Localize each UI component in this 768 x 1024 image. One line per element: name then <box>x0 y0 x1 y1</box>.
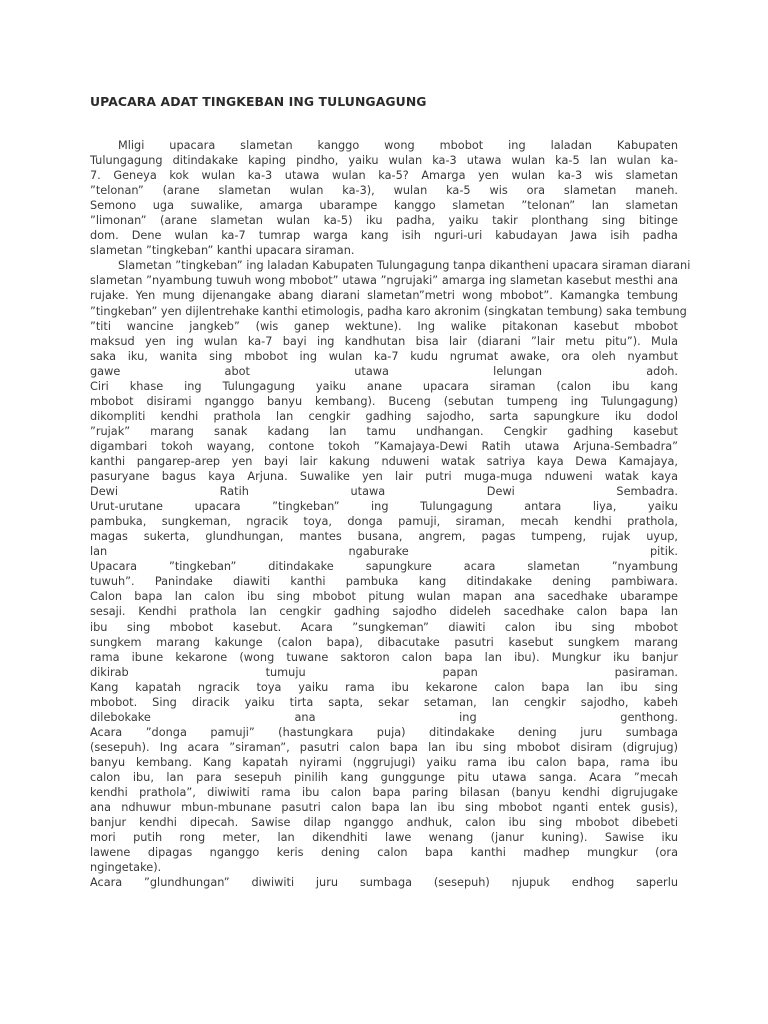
body-line: 7. Geneya kok wulan ka-3 utawa wulan ka-5? Amarga yen wulan ka-3 wis slametan <box>90 169 678 183</box>
body-line: Ciri khase ing Tulungagung yaiku anane upacara siraman (calon ibu kang <box>90 379 678 393</box>
body-line: rujake. Yen mung dijenangake abang diarani slametan”metri wong mbobot”. Kamangka tembung <box>90 289 678 303</box>
body-line: maksud yen ing wulan ka-7 bayi ing kandhutan bisa lair (diarani ”lair metu pitu”). Mula <box>90 334 678 348</box>
body-line: mbobot. Sing diracik yaiku tirta sapta, sekar setaman, lan cengkir sajodho, kabeh <box>90 695 678 709</box>
body-line: Urut-urutane upacara ”tingkeban” ing Tulungagung antara liya, yaiku <box>90 500 678 514</box>
body-line: (sesepuh). Ing acara ”siraman”, pasutri calon bapa lan ibu sing mbobot disiram (digrujug) <box>90 740 678 754</box>
body-line: ”tingkeban” yen dijlentrehake kanthi etimologis, padha karo akronim (singkatan tembung) saka tembung <box>90 304 687 318</box>
body-line: dilebokake ana ing genthong. <box>90 710 678 724</box>
body-line: pasuryane bagus kaya Arjuna. Suwalike yen lair putri muga-muga nduweni watak kaya <box>90 470 678 484</box>
body-line: banyu kembang. Kang kapatah nyirami (nggrujugi) yaiku rama ibu calon bapa, rama ibu <box>90 755 678 769</box>
body-line: kendhi prathola”, diwiwiti rama ibu calon bapa paring bilasan (banyu kendhi digrujugake <box>90 786 678 800</box>
body-line: Semono uga suwalike, amarga ubarampe kanggo slametan ”telonan” lan slametan <box>90 199 678 213</box>
body-line: slametan ”tingkeban” kanthi upacara siraman. <box>90 244 355 258</box>
body-line: magas sukerta, glundhungan, mantes busana, angrem, pagas tumpeng, rujak uyup, <box>90 530 678 544</box>
body-line: ibu sing mbobot kasebut. Acara ”sungkeman” diawiti calon ibu sing mbobot <box>90 620 678 634</box>
body-line: ”limonan” (arane slametan wulan ka-5) iku padha, yaiku takir plonthang sing bitinge <box>90 214 678 228</box>
document-title: UPACARA ADAT TINGKEBAN ING TULUNGAGUNG <box>90 94 427 109</box>
body-line: Tulungagung ditindakake kaping pindho, yaiku wulan ka-3 utawa wulan ka-5 lan wulan ka- <box>90 154 678 168</box>
body-line: pambuka, sungkeman, ngracik toya, donga pamuji, siraman, mecah kendhi prathola, <box>90 515 678 529</box>
body-line: Upacara ”tingkeban” ditindakake sapungkure acara slametan ”nyambung <box>90 560 678 574</box>
body-line: mori putih rong meter, lan dikendhiti lawe wenang (janur kuning). Sawise iku <box>90 831 678 845</box>
body-line: dikompliti kendhi prathola lan cengkir gadhing sajodho, sarta sapungkure iku dodol <box>90 409 678 423</box>
body-line: ”rujak” marang sanak kadang lan tamu undhangan. Cengkir gadhing kasebut <box>90 424 678 438</box>
body-line: Kang kapatah ngracik toya yaiku rama ibu kekarone calon bapa lan ibu sing <box>90 680 678 694</box>
body-line: sesaji. Kendhi prathola lan cengkir gadhing sajodho dideleh sacedhake calon bapa lan <box>90 605 678 619</box>
body-line: Acara ”glundhungan” diwiwiti juru sumbaga (sesepuh) njupuk endhog saperlu <box>90 876 678 890</box>
body-line: gawe abot utawa lelungan adoh. <box>90 364 678 378</box>
body-line: calon ibu, lan para sesepuh pinilih kang gunggunge pitu utawa sanga. Acara ”mecah <box>90 770 678 784</box>
body-line: sungkem marang kakunge (calon bapa), dibacutake pasutri kasebut sungkem marang <box>90 635 678 649</box>
body-line: Slametan ”tingkeban” ing laladan Kabupaten Tulungagung tanpa dikantheni upacara siraman diarani <box>118 259 691 273</box>
body-line: lan ngaburake pitik. <box>90 545 678 559</box>
body-line: ngingetake). <box>90 861 162 875</box>
body-line: tuwuh”. Panindake diawiti kanthi pambuka kang ditindakake dening pambiwara. <box>90 575 678 589</box>
document-body <box>90 138 691 890</box>
body-line: mbobot disirami nganggo banyu kembang). Buceng (sebutan tumpeng ing Tulungagung) <box>90 394 678 408</box>
body-line: saka iku, wanita sing mbobot ing wulan ka-7 kudu ngrumat awake, ora oleh nyambut <box>90 349 678 363</box>
body-line: kanthi pangarep-arep yen bayi lair kakung nduweni watak satriya kaya Dewa Kamajaya, <box>90 454 678 468</box>
body-line: Calon bapa lan calon ibu sing mbobot pitung wulan mapan ana sacedhake ubarampe <box>90 590 678 604</box>
body-line: slametan ”nyambung tuwuh wong mbobot” utawa ”ngrujaki” amarga ing slametan kasebut mesthi ana <box>90 274 678 288</box>
body-line: ”titi wancine jangkeb” (wis ganep wektune). Ing walike pitakonan kasebut mbobot <box>90 319 678 333</box>
body-line: lawene dipagas nganggo keris dening calon bapa kanthi madhep mungkur (ora <box>90 846 678 860</box>
body-line: dom. Dene wulan ka-7 tumrap warga kang isih nguri-uri kabudayan Jawa isih padha <box>90 229 678 243</box>
body-line: Mligi upacara slametan kanggo wong mbobot ing laladan Kabupaten <box>118 139 678 152</box>
body-line: digambari tokoh wayang, contone tokoh ”Kamajaya-Dewi Ratih utawa Arjuna-Sembadra” <box>90 439 678 453</box>
body-line: dikirab tumuju papan pasiraman. <box>90 665 678 679</box>
body-line: ”telonan” (arane slametan wulan ka-3), wulan ka-5 wis ora slametan maneh. <box>90 184 678 198</box>
body-line: rama ibune kekarone (wong tuwane saktoron calon bapa lan ibu). Mungkur iku banjur <box>90 650 678 664</box>
body-line: ana ndhuwur mbun-mbunane pasutri calon bapa lan ibu sing mbobot nganti entek gusis), <box>90 801 678 815</box>
body-line: Dewi Ratih utawa Dewi Sembadra. <box>90 485 678 499</box>
body-line: banjur kendhi dipecah. Sawise dilap nganggo andhuk, calon ibu sing mbobot dibebeti <box>90 816 678 830</box>
body-line: Acara ”donga pamuji” (hastungkara puja) ditindakake dening juru sumbaga <box>90 725 678 739</box>
